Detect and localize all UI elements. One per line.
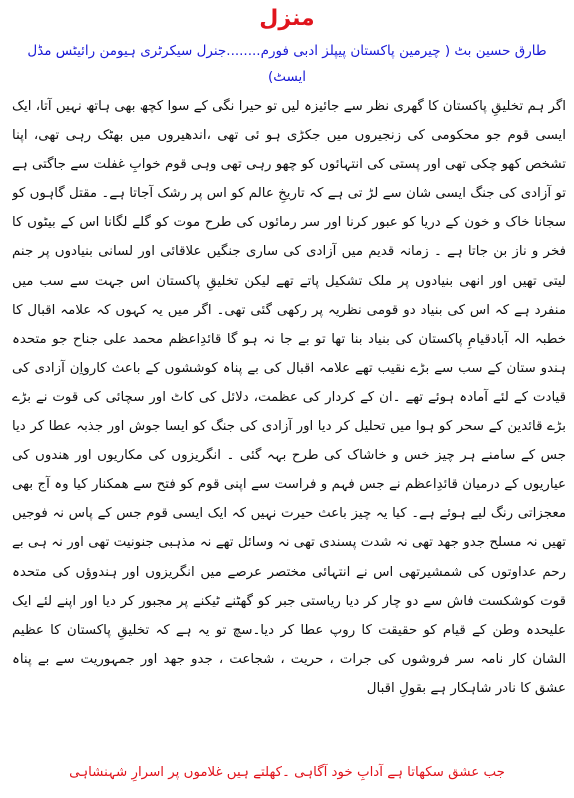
closing-verse: جب عشق سکھاتا ہے آدابِ خود آگاہی ۔کھلتے ہیں غلاموں پر اسرارِ شہنشاہی: [69, 765, 505, 780]
article-title: منزل: [259, 6, 315, 31]
article-body: اگر ہم تخلیقِ پاکستان کا گھری نظر سے جائیزہ لیں تو حیرا نگی کے سوا کچھ بھی ہاتھ نہیں آتا، ایک ایسی قوم جو محکومی کی زنجیروں میں جکڑی ہو ئی تھی ،اندھیروں میں بھٹک رہی تھی، اپنا تشخص کھو چکی تھی اور پستی کی انتہائوں کو چھو رہی تھی وہی قوم خوابِ غفلت سے جاگتی ہے تو آزادی کی جنگ ایسی شان سے لڑ تی ہے کہ تاریخِ عالم کو اس پر رشک آجاتا ہے۔ مقتل گاہوں کو سجانا خاک و خون کے دریا کو عبور کرنا اور سر رمائوں کی طرح موت کو گلے لگانا اس کے بیٹوں کا فخر و ناز بن جاتا ہے ۔ زمانہ قدیم میں آزادی کی ساری جنگیں علاقائی اور لسانی بنیادوں پر جنم لیتی تھیں اور انھی بنیادوں پر ملک تشکیل پاتے تھے لیکن تخلیقِ پاکستان اس جہت سے سب میں منفرد ہے کہ اس کی بنیاد دو قومی نظریہ پر رکھی گئی تھی۔ اگر میں یہ کہوں کہ علامہ اقبال کا خطبہ الہ آبادقیامِ پاکستان کی بنیاد بنا تھا تو بے جا نہ ہو گا قائدِاعظم محمد علی جناح جو متحدہ ہندو ستان کے سب سے بڑے نقیب تھے علامہ اقبال کی بے پناہ کوششوں کے باعث کارواِن آزادی کی قیادت کے لئے آمادہ ہوئے تھے ۔ان کے کردار کی عظمت، دلائل کی کاٹ اور سچائی کی قوت نے بڑے بڑے قائدین کے سحر کو ہوا میں تحلیل کر دیا اور آزادی کی جنگ کو ایسا جوش اور جذبہ عطا کر دیا جس کے سامنے ہر چیز خس و خاشاک کی طرح بہہ گئی ۔ انگریزوں کی مکاریوں اور ھندوں کی عیاریوں کے درمیان قائدِاعظم نے جس فہم و فراست سے اپنی قوم کو فتح سے ھمکنار کیا وہ آج بھی معجزاتی رنگ لیے ہوئے ہے۔ کیا یہ چیز باعث حیرت نہیں کہ ایک ایسی قوم جس کے پاس نہ فوجیں تھیں نہ مسلح جدو جھد تھی نہ شدت پسندی تھی نہ وسائل تھے نہ مذہبی جنونیت تھی اور نہ ہی بے رحم عداوتوں کی شمشیرتھی اس نے انتہائی مختصر عرصے میں انگریزوں اور ہندوؤں کی متحدہ قوت کوشکست فاش سے دو چار کر دیا ریاستی جبر کو گھٹنے ٹیکنے پر مجبور کر دیا اور اپنے لئے ایک علیحدہ وطن کے قیام کو حقیقت کا روپ عطا کر دیا۔سچ تو یہ ہے کہ تخلیقِ پاکستان کا عظیم الشان کار نامہ سر فروشوں کی جرات ، حریت ، شجاعت ، جدو جھد اور جمہوریت سے بے پناہ عشق کا نادر شاہکار ہے بقولِ اقبال: [12, 99, 566, 696]
author-byline: طارق حسین بٹ ( چیرمین پاکستان پیپلز ادبی فورم........جنرل سیکرٹری ہیومن رائیٹس مڈل ایسٹ): [27, 43, 547, 85]
